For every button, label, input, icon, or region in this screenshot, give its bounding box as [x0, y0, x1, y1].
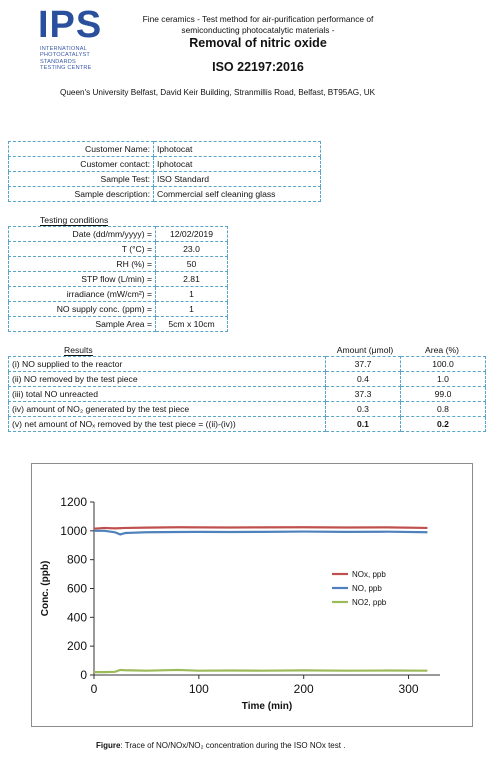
row-label: Sample Test: [9, 172, 154, 187]
y-tick-label: 800 [66, 552, 87, 567]
y-tick-label: 0 [80, 668, 87, 682]
logo-line: PHOTOCATALYST [40, 52, 91, 59]
area-cell: 1.0 [401, 372, 486, 387]
amount-cell: 0.3 [326, 402, 401, 417]
figure-caption [96, 741, 345, 750]
table-row [9, 172, 321, 187]
legend-label: NO, ppb [352, 584, 382, 593]
series-line-1 [94, 531, 427, 535]
row-value: Commercial self cleaning glass [154, 187, 321, 202]
concentration-chart [31, 463, 473, 727]
series-line-0 [94, 527, 427, 528]
amount-cell: 0.4 [326, 372, 401, 387]
table-row [9, 142, 321, 157]
row-label: T (°C) = [9, 242, 156, 257]
area-column-header: Area (%) [425, 345, 459, 355]
row-value: ISO Standard [154, 172, 321, 187]
logo-line: TESTING CENTRE [40, 65, 92, 72]
document-subtitle [108, 14, 408, 36]
row-label: (iii) total NO unreacted [9, 387, 326, 402]
caption-label: Figure [96, 741, 121, 750]
row-label: Sample Area = [9, 317, 156, 332]
results-title: Results [64, 345, 93, 355]
area-cell: 100.0 [401, 357, 486, 372]
amount-cell: 37.3 [326, 387, 401, 402]
document-title: Removal of nitric oxide [189, 36, 327, 50]
ips-logo [38, 4, 103, 82]
row-label: STP flow (L/min) = [9, 272, 156, 287]
amount-cell: 37.7 [326, 357, 401, 372]
table-row [9, 272, 228, 287]
area-cell: 0.8 [401, 402, 486, 417]
area-cell: 0.2 [401, 417, 486, 432]
table-row [9, 387, 486, 402]
y-tick-label: 400 [66, 610, 87, 625]
x-tick-label: 100 [188, 682, 209, 696]
table-row [9, 187, 321, 202]
row-value: 50 [156, 257, 228, 272]
table-row [9, 402, 486, 417]
row-label: (v) net amount of NOₓ removed by the test piece = ((ii)-(iv)) [9, 417, 326, 432]
row-value: Iphotocat [154, 157, 321, 172]
customer-table [8, 141, 321, 202]
row-label: Customer contact: [9, 157, 154, 172]
row-value: Iphotocat [154, 142, 321, 157]
testing-conditions-title: Testing conditions [40, 215, 109, 225]
row-value: 12/02/2019 [156, 227, 228, 242]
results-table [8, 356, 486, 432]
row-label: Sample description: [9, 187, 154, 202]
caption-text: : Trace of NO/NOx/NO₂ concentration during the ISO NOx test . [120, 741, 346, 750]
series-line-2 [94, 670, 427, 672]
table-row [9, 157, 321, 172]
legend-label: NO2, ppb [352, 598, 387, 607]
table-row [9, 417, 486, 432]
y-tick-label: 1200 [60, 495, 87, 509]
address: Queen's University Belfast, David Keir Building, Stranmillis Road, Belfast, BT95AG, UK [60, 88, 376, 97]
legend-label: NOx, ppb [352, 570, 386, 579]
x-tick-label: 0 [90, 682, 98, 696]
table-row [9, 317, 228, 332]
logo-text: IPS [38, 4, 103, 46]
row-value: 23.0 [156, 242, 228, 257]
row-label: NO supply conc. (ppm) = [9, 302, 156, 317]
chart-svg [32, 464, 472, 726]
table-row [9, 372, 486, 387]
amount-cell: 0.1 [326, 417, 401, 432]
row-value: 2.81 [156, 272, 228, 287]
area-cell: 99.0 [401, 387, 486, 402]
logo-line: INTERNATIONAL [40, 46, 87, 52]
table-row [9, 242, 228, 257]
table-row [9, 302, 228, 317]
x-tick-label: 300 [398, 682, 419, 696]
amount-column-header: Amount (μmol) [336, 345, 394, 355]
x-tick-label: 200 [293, 682, 314, 696]
row-value: 1 [156, 287, 228, 302]
table-row [9, 257, 228, 272]
y-tick-label: 600 [66, 581, 87, 596]
y-tick-label: 1000 [60, 523, 87, 538]
x-axis-label: Time (min) [241, 701, 293, 712]
row-value: 1 [156, 302, 228, 317]
row-label: RH (%) = [9, 257, 156, 272]
y-axis-label: Conc. (ppb) [40, 560, 51, 617]
row-label: Customer Name: [9, 142, 154, 157]
subtitle-line: Fine ceramics - Test method for air-purification performance of [142, 14, 374, 24]
row-label: Date (dd/mm/yyyy) = [9, 227, 156, 242]
row-label: (ii) NO removed by the test piece [9, 372, 326, 387]
logo-line: STANDARDS [40, 58, 76, 65]
row-label: (iv) amount of NO₂ generated by the test piece [9, 402, 326, 417]
row-label: (i) NO supplied to the reactor [9, 357, 326, 372]
y-tick-label: 200 [66, 639, 87, 654]
standard-number: ISO 22197:2016 [212, 60, 304, 74]
testing-conditions-table [8, 226, 228, 332]
table-row [9, 287, 228, 302]
row-label: irradiance (mW/cm²) = [9, 287, 156, 302]
table-row [9, 357, 486, 372]
table-row [9, 227, 228, 242]
subtitle-line: semiconducting photocatalytic materials - [181, 25, 335, 35]
row-value: 5cm x 10cm [156, 317, 228, 332]
logo-subtitle [40, 46, 110, 72]
